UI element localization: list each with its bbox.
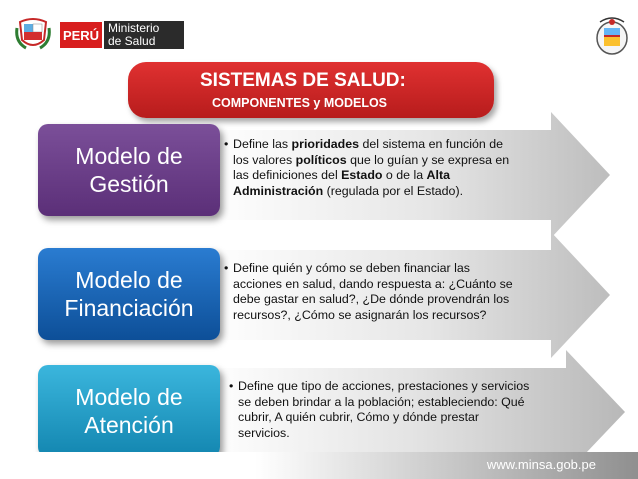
country-label: PERÚ (60, 22, 102, 48)
description-atencion: • Define que tipo de acciones, prestaciones y servicios se deben brindar a la población; estableciendo: Qué cubrir, A quién cubrir, Cómo y dónde prestar servicios. (229, 379, 530, 440)
footer-bar (0, 452, 638, 479)
desc-line-3: las definiciones del Estado o de la Alta (233, 168, 450, 183)
description-financiacion: • Define quién y cómo se deben financiar las acciones en salud, dando respuesta a: ¿Cuánto se debe gastar en salud?, ¿De dónde provendrán los recursos?, ¿Cómo se asignarán los recursos? (224, 261, 513, 322)
desc-line-1: Define las prioridades del sistema en función de (233, 137, 503, 151)
model-name-line-2: Financiación (64, 295, 194, 321)
desc-line-2: acciones en salud, dando respuesta a: ¿Cuánto se (233, 276, 513, 291)
ministry-line-2: de Salud (108, 34, 156, 48)
desc-line-4: servicios. (238, 425, 290, 440)
desc-line-2: los valores políticos que lo guían y se expresa en (233, 152, 510, 167)
model-box-gestion (38, 124, 220, 216)
description-gestion: • Define las prioridades del sistema en función de los valores políticos que lo guían y se expresa en las definiciones del Estado o de la Alta Administración (regulada por el Estado). (224, 137, 510, 198)
page-title: SISTEMAS DE SALUD: (200, 70, 406, 91)
desc-line-1: Define quién y cómo se deben financiar las (233, 261, 470, 275)
desc-line-2: se deben brindar a la población; estableciendo: Qué (238, 394, 525, 409)
institution-crest-icon (590, 14, 634, 58)
model-box-financiacion (38, 248, 220, 340)
model-name-line-2: Gestión (89, 171, 169, 197)
model-box-atencion (38, 365, 220, 457)
model-name-line-1: Modelo de (75, 143, 183, 169)
model-name-line-1: Modelo de (75, 267, 183, 293)
ministry-line-1: Ministerio (108, 21, 160, 35)
desc-line-4: recursos?, ¿Cómo se asignarán los recursos? (233, 307, 487, 322)
model-name-line-2: Atención (84, 412, 174, 438)
peru-coat-of-arms-icon (14, 14, 52, 52)
desc-line-3: cubrir, A quién cubrir, Cómo y dónde prestar (238, 410, 480, 425)
header-bar (0, 0, 638, 60)
website-link[interactable]: www.minsa.gob.pe (486, 457, 596, 472)
ministry-label (104, 21, 184, 49)
page-subtitle: COMPONENTES y MODELOS (212, 96, 388, 110)
desc-line-4: Administración (regulada por el Estado). (233, 183, 464, 198)
desc-line-1: Define que tipo de acciones, prestaciones y servicios (238, 379, 530, 393)
model-name-line-1: Modelo de (75, 384, 183, 410)
desc-line-3: debe gastar en salud?, ¿De dónde provendrán los (233, 292, 510, 307)
title-banner (128, 62, 494, 118)
